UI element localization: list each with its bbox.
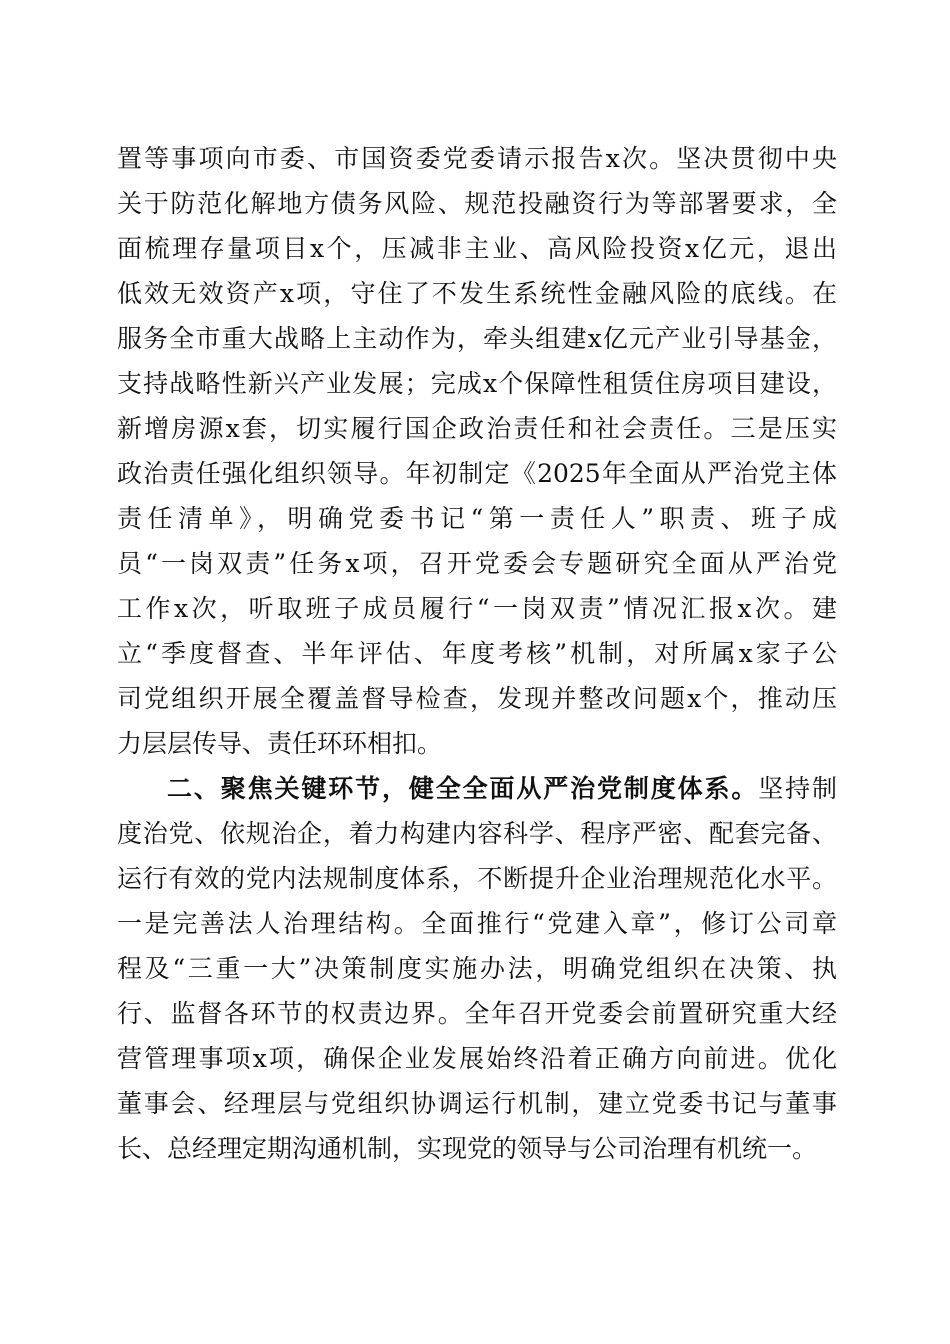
text-line: 立“季度督查、半年评估、年度考核”机制，对所属x家子公 xyxy=(117,639,837,668)
text-line: 员“一岗双责”任务x项，召开党委会专题研究全面从严治党 xyxy=(117,549,837,578)
text-line: 司党组织开展全覆盖督导检查，发现并整改问题x个，推动压 xyxy=(117,684,837,713)
document-body xyxy=(117,136,837,1171)
text-line: 关于防范化解地方债务风险、规范投融资行为等部署要求，全 xyxy=(117,189,837,218)
text-line: 力层层传导、责任环环相扣。 xyxy=(117,729,443,758)
text-line: 董事会、经理层与党组织协调运行机制，建立党委书记与董事 xyxy=(117,1089,837,1118)
text-line: 运行有效的党内法规制度体系，不断提升企业治理规范化水平。 xyxy=(117,864,837,893)
text-line: 长、总经理定期沟通机制，实现党的领导与公司治理有机统一。 xyxy=(117,1134,818,1163)
text-line: 服务全市重大战略上主动作为，牵头组建x亿元产业引导基金， xyxy=(117,324,837,353)
heading-line-tail: 坚持制 xyxy=(758,774,837,803)
text-line: 度治党、依规治企，着力构建内容科学、程序严密、配套完备、 xyxy=(117,819,837,848)
text-line: 面梳理存量项目x个，压减非主业、高风险投资x亿元，退出 xyxy=(117,234,837,263)
text-line: 新增房源x套，切实履行国企政治责任和社会责任。三是压实 xyxy=(117,414,837,443)
text-line: 一是完善法人治理结构。全面推行“党建入章”，修订公司章 xyxy=(117,909,837,938)
section-heading: 二、聚焦关键环节，健全全面从严治党制度体系。 xyxy=(167,774,759,803)
text-line: 程及“三重一大”决策制度实施办法，明确党组织在决策、执 xyxy=(117,954,837,983)
text-line: 责任清单》，明确党委书记“第一责任人”职责、班子成 xyxy=(117,504,837,533)
text-line: 政治责任强化组织领导。年初制定《2025年全面从严治党主体 xyxy=(117,459,837,488)
paragraph-1 xyxy=(117,136,837,766)
text-line: 支持战略性新兴产业发展；完成x个保障性租赁住房项目建设， xyxy=(117,369,837,398)
text-line: 低效无效资产x项，守住了不发生系统性金融风险的底线。在 xyxy=(117,279,837,308)
paragraph-2 xyxy=(117,766,837,1171)
text-line: 行、监督各环节的权责边界。全年召开党委会前置研究重大经 xyxy=(117,999,837,1028)
text-line: 置等事项向市委、市国资委党委请示报告x次。坚决贯彻中央 xyxy=(117,144,837,173)
section-heading-line xyxy=(117,766,837,811)
text-line: 营管理事项x项，确保企业发展始终沿着正确方向前进。优化 xyxy=(117,1044,837,1073)
text-line: 工作x次，听取班子成员履行“一岗双责”情况汇报x次。建 xyxy=(117,594,837,623)
